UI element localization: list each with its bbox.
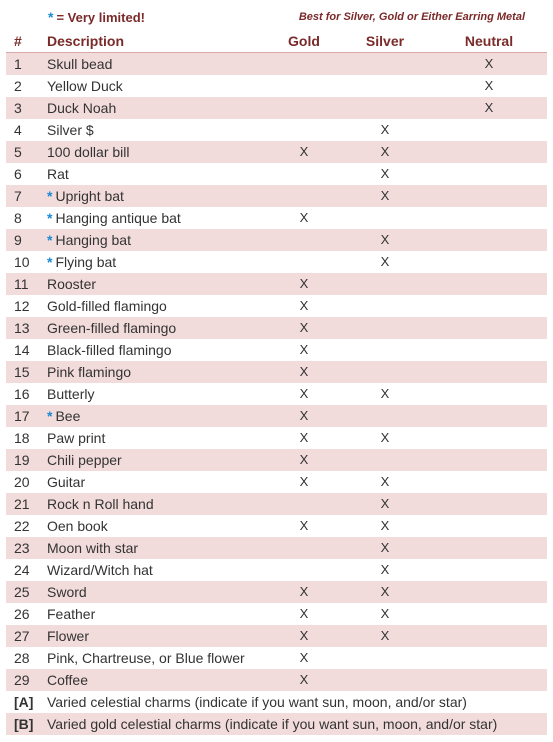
row-gold-mark: X xyxy=(299,518,309,533)
row-number: 16 xyxy=(14,386,30,402)
table-row xyxy=(6,537,547,559)
row-description: Coffee xyxy=(47,672,88,688)
row-description: Rock n Roll hand xyxy=(47,496,154,512)
table-row xyxy=(6,295,547,317)
row-description-cell xyxy=(47,97,116,119)
table-row xyxy=(6,405,547,427)
table-row xyxy=(6,515,547,537)
row-number: 29 xyxy=(14,672,30,688)
row-description: Chili pepper xyxy=(47,452,122,468)
very-limited-star-icon: * xyxy=(47,254,53,270)
very-limited-text: = Very limited! xyxy=(56,10,145,25)
row-description-cell xyxy=(47,141,130,163)
row-number: 5 xyxy=(14,144,22,160)
row-neutral-mark: X xyxy=(484,78,494,93)
row-description: 100 dollar bill xyxy=(47,144,130,160)
row-description-cell xyxy=(47,75,123,97)
row-number: 27 xyxy=(14,628,30,644)
row-description: Wizard/Witch hat xyxy=(47,562,153,578)
row-number: 7 xyxy=(14,188,22,204)
row-description: Butterly xyxy=(47,386,95,402)
row-gold-mark: X xyxy=(299,364,309,379)
table-row xyxy=(6,339,547,361)
header-gold: Gold xyxy=(288,33,320,49)
row-gold-mark: X xyxy=(299,408,309,423)
row-gold-mark: X xyxy=(299,342,309,357)
row-silver-mark: X xyxy=(380,628,390,643)
row-number: 22 xyxy=(14,518,30,534)
row-number: 6 xyxy=(14,166,22,182)
table-header-row xyxy=(6,30,547,53)
table-row xyxy=(6,625,547,647)
row-description: Rooster xyxy=(47,276,97,292)
row-description-cell xyxy=(47,427,105,449)
row-number: 28 xyxy=(14,650,30,666)
row-silver-mark: X xyxy=(380,232,390,247)
table-row xyxy=(6,317,547,339)
very-limited-legend xyxy=(48,9,145,25)
row-number: 20 xyxy=(14,474,30,490)
row-number: 10 xyxy=(14,254,30,270)
row-number: 12 xyxy=(14,298,30,314)
row-description-cell xyxy=(47,185,124,207)
row-description-cell xyxy=(47,339,172,361)
row-silver-mark: X xyxy=(380,496,390,511)
row-silver-mark: X xyxy=(380,562,390,577)
row-number: 15 xyxy=(14,364,30,380)
row-description: Bee xyxy=(55,408,81,424)
table-row xyxy=(6,427,547,449)
row-description-cell xyxy=(47,581,87,603)
very-limited-star-icon: * xyxy=(47,232,53,248)
row-number: 19 xyxy=(14,452,30,468)
row-silver-mark: X xyxy=(380,606,390,621)
row-gold-mark: X xyxy=(299,606,309,621)
row-silver-mark: X xyxy=(380,474,390,489)
row-description-cell xyxy=(47,449,122,471)
row-description: Duck Noah xyxy=(47,100,117,116)
row-description: Upright bat xyxy=(55,188,124,204)
row-description-cell xyxy=(47,53,112,75)
table-row xyxy=(6,383,547,405)
legend-bar xyxy=(0,6,553,28)
row-number: 18 xyxy=(14,430,30,446)
header-number: # xyxy=(14,33,22,49)
row-description: Yellow Duck xyxy=(47,78,123,94)
row-description-cell xyxy=(47,295,167,317)
row-number: [A] xyxy=(14,694,34,710)
row-number: 26 xyxy=(14,606,30,622)
table-row xyxy=(6,119,547,141)
row-description-cell xyxy=(47,207,181,229)
row-description-cell xyxy=(47,383,94,405)
row-gold-mark: X xyxy=(299,430,309,445)
row-neutral-mark: X xyxy=(484,56,494,71)
table-row xyxy=(6,229,547,251)
row-description: Sword xyxy=(47,584,87,600)
row-silver-mark: X xyxy=(380,584,390,599)
row-description-cell xyxy=(47,119,94,141)
row-description-cell xyxy=(47,625,89,647)
row-description-cell xyxy=(47,647,245,669)
table-row xyxy=(6,581,547,603)
row-description-cell xyxy=(47,603,95,625)
row-description-cell xyxy=(47,229,131,251)
row-neutral-mark: X xyxy=(484,100,494,115)
row-number: [B] xyxy=(14,716,34,732)
row-gold-mark: X xyxy=(299,672,309,687)
row-description: Paw print xyxy=(47,430,106,446)
best-for-metal-note: Best for Silver, Gold or Either Earring Metal xyxy=(298,11,525,23)
charm-table xyxy=(6,30,547,735)
table-row xyxy=(6,713,547,735)
row-number: 11 xyxy=(14,276,29,292)
table-row xyxy=(6,207,547,229)
row-description: Green-filled flamingo xyxy=(47,320,177,336)
very-limited-star-icon: * xyxy=(47,408,53,424)
header-description: Description xyxy=(47,33,125,49)
table-row xyxy=(6,449,547,471)
row-description: Moon with star xyxy=(47,540,139,556)
row-number: 25 xyxy=(14,584,30,600)
row-silver-mark: X xyxy=(380,386,390,401)
row-description-cell xyxy=(47,273,96,295)
row-description-cell xyxy=(47,559,153,581)
row-silver-mark: X xyxy=(380,540,390,555)
row-description: Pink flamingo xyxy=(47,364,132,380)
row-description: Black-filled flamingo xyxy=(47,342,172,358)
row-description: Rat xyxy=(47,166,69,182)
row-description-cell xyxy=(47,669,88,691)
row-silver-mark: X xyxy=(380,188,390,203)
header-neutral: Neutral xyxy=(464,33,514,49)
very-limited-star-icon: * xyxy=(47,188,53,204)
table-row xyxy=(6,647,547,669)
row-silver-mark: X xyxy=(380,144,390,159)
table-row xyxy=(6,361,547,383)
row-number: 24 xyxy=(14,562,30,578)
table-row xyxy=(6,669,547,691)
table-row xyxy=(6,493,547,515)
table-row xyxy=(6,273,547,295)
row-description: Flower xyxy=(47,628,90,644)
row-description-cell xyxy=(47,691,467,713)
row-description: Skull bead xyxy=(47,56,113,72)
row-gold-mark: X xyxy=(299,320,309,335)
very-limited-star-icon: * xyxy=(47,210,53,226)
table-row xyxy=(6,53,547,75)
row-number: 14 xyxy=(14,342,30,358)
row-silver-mark: X xyxy=(380,122,390,137)
row-silver-mark: X xyxy=(380,518,390,533)
header-silver: Silver xyxy=(365,33,405,49)
table-row xyxy=(6,691,547,713)
table-row xyxy=(6,251,547,273)
row-gold-mark: X xyxy=(299,474,309,489)
table-row xyxy=(6,97,547,119)
row-number: 3 xyxy=(14,100,22,116)
row-number: 4 xyxy=(14,122,22,138)
row-gold-mark: X xyxy=(299,386,309,401)
row-gold-mark: X xyxy=(299,584,309,599)
table-row xyxy=(6,559,547,581)
table-row xyxy=(6,163,547,185)
row-gold-mark: X xyxy=(299,452,309,467)
row-description-cell xyxy=(47,471,85,493)
row-description-cell xyxy=(47,515,108,537)
row-description: Silver $ xyxy=(47,122,94,138)
row-description: Feather xyxy=(47,606,96,622)
row-number: 23 xyxy=(14,540,30,556)
row-gold-mark: X xyxy=(299,628,309,643)
row-gold-mark: X xyxy=(299,144,309,159)
row-number: 21 xyxy=(14,496,30,512)
row-gold-mark: X xyxy=(299,298,309,313)
table-row xyxy=(6,185,547,207)
very-limited-star-icon: * xyxy=(48,9,54,25)
table-row xyxy=(6,75,547,97)
table-row xyxy=(6,141,547,163)
table-body xyxy=(6,53,547,735)
row-number: 9 xyxy=(14,232,22,248)
row-description: Gold-filled flamingo xyxy=(47,298,167,314)
row-description-cell xyxy=(47,493,154,515)
row-gold-mark: X xyxy=(299,650,309,665)
row-description-cell xyxy=(47,537,138,559)
row-gold-mark: X xyxy=(299,276,309,291)
row-description-cell xyxy=(47,713,497,735)
row-description: Flying bat xyxy=(55,254,117,270)
row-gold-mark: X xyxy=(299,210,309,225)
row-description-cell xyxy=(47,251,116,273)
table-row xyxy=(6,603,547,625)
row-number: 1 xyxy=(14,56,22,72)
row-description-cell xyxy=(47,361,131,383)
row-description: Guitar xyxy=(47,474,86,490)
row-number: 2 xyxy=(14,78,22,94)
row-description: Hanging antique bat xyxy=(55,210,181,226)
row-number: 8 xyxy=(14,210,22,226)
row-number: 17 xyxy=(14,408,30,424)
row-number: 13 xyxy=(14,320,30,336)
table-row xyxy=(6,471,547,493)
row-description-cell xyxy=(47,317,176,339)
row-description: Varied gold celestial charms (indicate if you want sun, moon, and/or star) xyxy=(47,716,498,732)
row-description: Oen book xyxy=(47,518,108,534)
row-description-cell xyxy=(47,163,69,185)
row-silver-mark: X xyxy=(380,430,390,445)
row-silver-mark: X xyxy=(380,166,390,181)
row-description: Hanging bat xyxy=(55,232,131,248)
row-description-cell xyxy=(47,405,80,427)
row-description: Varied celestial charms (indicate if you want sun, moon, and/or star) xyxy=(47,694,467,710)
row-description: Pink, Chartreuse, or Blue flower xyxy=(47,650,245,666)
row-silver-mark: X xyxy=(380,254,390,269)
